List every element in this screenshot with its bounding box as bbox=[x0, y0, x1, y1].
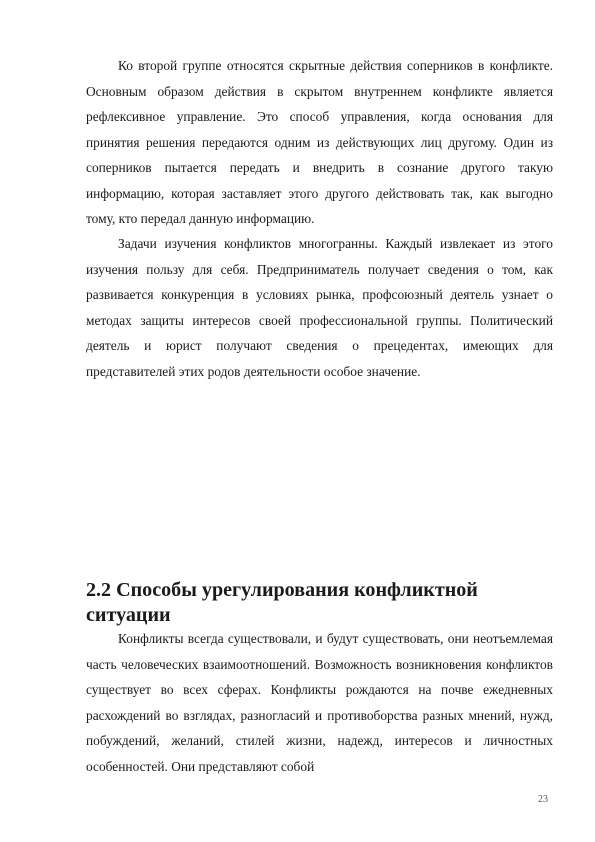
paragraph-hidden-actions: Ко второй группе относятся скрытные действия соперников в конфликте. Основным образом действия в скрытом внутреннем конфликте является рефлексивное управление. Это способ управления, когда основания для принятия решения передаются одним из действующих лиц другому. Один из соперников пытается передать и внедрить в сознание другого такую информацию, которая заставляет этого другого действовать так, как выгодно тому, кто передал данную информацию. bbox=[86, 58, 553, 226]
page-number: 23 bbox=[538, 794, 548, 805]
paragraph-conflict-study-tasks: Задачи изучения конфликтов многогранны. Каждый извлекает из этого изучения пользу для себя. Предприниматель получает сведения о том, как развивается конкуренция в условиях рынка, профсоюзный деятель узнает о методах защиты интересов своей профессиональной группы. Политический деятель и юрист получают сведения о прецедентах, имеющих для представителей этих родов деятельности особое значение. bbox=[86, 236, 553, 379]
paragraph-conflicts-existence: Конфликты всегда существовали, и будут существовать, они неотъемлемая часть человеческих взаимоотношений. Возможность возникновения конфликтов существует во всех сферах. Конфликты рождаются на почве ежедневных расхождений во взглядах, разногласий и противоборства разных мнений, нужд, побуждений, желаний, стилей жизни, надежд, интересов и личностных особенностей. Они представляют собой bbox=[86, 631, 553, 774]
section-heading: 2.2 Способы урегулирования конфликтной ситуации bbox=[86, 579, 478, 626]
